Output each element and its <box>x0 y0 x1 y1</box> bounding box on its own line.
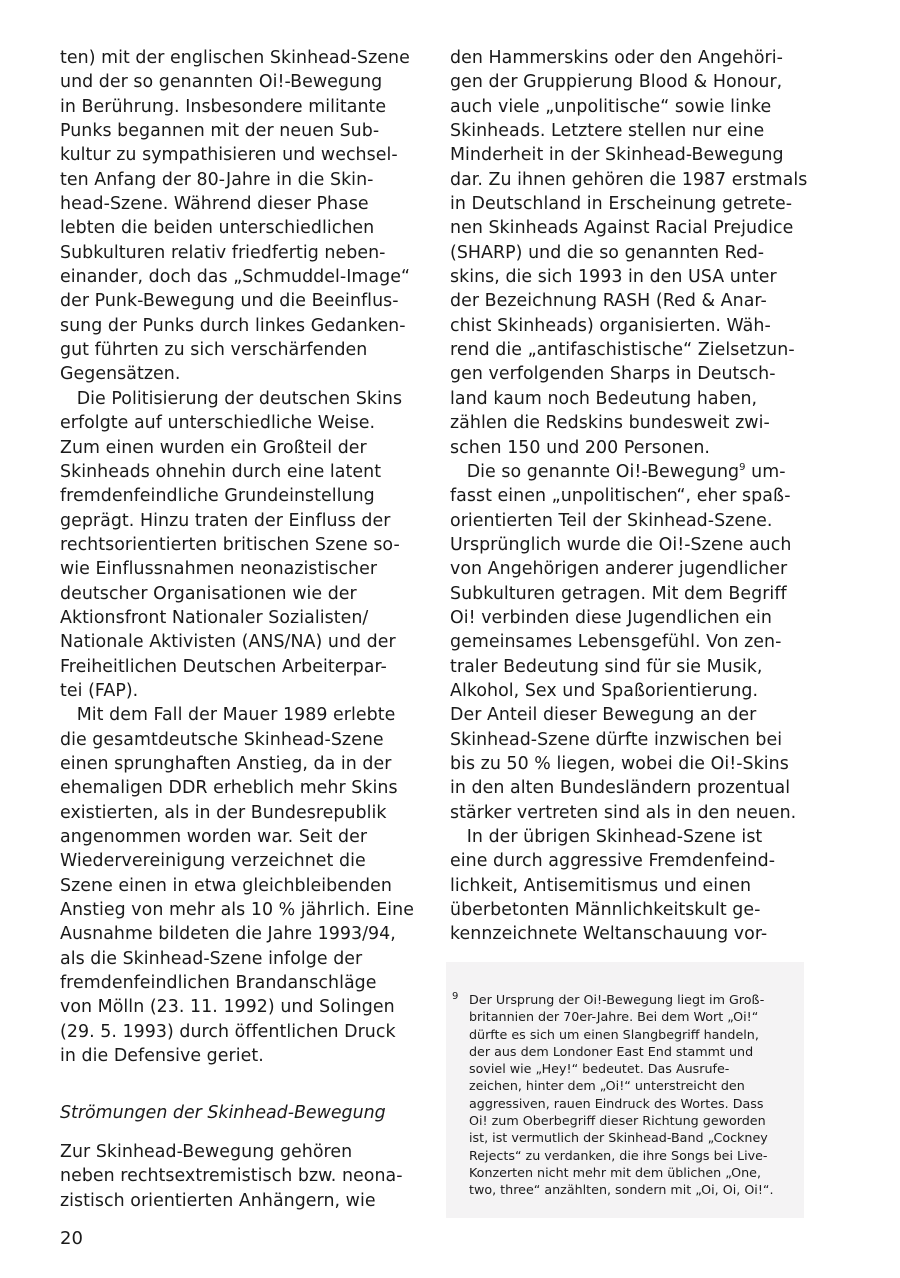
footnote-line: britannien der 70er-Jahre. Bei dem Wort „Oi!“ <box>469 1009 759 1025</box>
text-line: Skinheads. Letztere stellen nur eine <box>450 121 765 142</box>
text-line: Subkulturen relativ friedfertig neben- <box>60 242 386 263</box>
text-line: Nationale Aktivisten (ANS/NA) und der <box>60 632 396 653</box>
text-line: Subkulturen getragen. Mit dem Begriff <box>450 583 787 604</box>
footnote-mark: 9 <box>452 991 459 1002</box>
text-line: skins, die sich 1993 in den USA unter <box>450 267 777 288</box>
section-subheading: Strömungen der Skinhead-Bewegung <box>60 1103 386 1123</box>
text-line: Der Anteil dieser Bewegung an der <box>450 705 757 726</box>
text-line: der Bezeichnung RASH (Red & Anar- <box>450 291 767 312</box>
footnote-line: zeichen, hinter dem „Oi!“ unterstreicht den <box>469 1078 745 1094</box>
text-line: Szene einen in etwa gleichbleibenden <box>60 875 392 896</box>
right-column <box>450 46 810 947</box>
text-line: einen sprunghaften Anstieg, da in der <box>60 753 392 774</box>
text-line: Minderheit in der Skinhead-Bewegung <box>450 145 784 166</box>
footnote-line: Der Ursprung der Oi!-Bewegung liegt im Groß- <box>469 992 765 1007</box>
text-line: In der übrigen Skinhead-Szene ist <box>450 827 763 847</box>
text-line: tei (FAP). <box>60 680 139 701</box>
text-line: traler Bedeutung sind für sie Musik, <box>450 656 763 677</box>
text-line: als die Skinhead-Szene infolge der <box>60 948 363 969</box>
text-line: gut führten zu sich verschärfenden <box>60 340 368 361</box>
footnote-line: aggressiven, rauen Eindruck des Wortes. Dass <box>469 1095 764 1111</box>
text-line: Anstieg von mehr als 10 % jährlich. Eine <box>60 900 415 921</box>
text-line: gemeinsames Lebensgefühl. Von zen- <box>450 632 782 653</box>
text-line: schen 150 und 200 Personen. <box>450 437 710 458</box>
text-line: deutscher Organisationen wie der <box>60 583 357 604</box>
text-line: lebten die beiden unterschiedlichen <box>60 218 375 239</box>
text-line: ehemaligen DDR erheblich mehr Skins <box>60 778 398 799</box>
text-line: von Mölln (23. 11. 1992) und Solingen <box>60 997 395 1018</box>
text-line: bis zu 50 % liegen, wobei die Oi!-Skins <box>450 753 789 774</box>
text-line: Skinheads ohnehin durch eine latent <box>60 461 382 482</box>
text-line: auch viele „unpolitische“ sowie linke <box>450 96 772 117</box>
left-column <box>60 46 420 1068</box>
text-line: neben rechtsextremistisch bzw. neona- <box>60 1166 403 1187</box>
text-line: fremdenfeindliche Grundeinstellung <box>60 486 375 507</box>
text-line: ten Anfang der 80-Jahre in die Skin- <box>60 169 374 190</box>
text-line: und der so genannten Oi!-Bewegung <box>60 72 383 93</box>
text-line: kennzeichnete Weltanschauung vor- <box>450 924 768 945</box>
text-line: nen Skinheads Against Racial Prejudice <box>450 218 794 239</box>
text-line: gen der Gruppierung Blood & Honour, <box>450 72 783 93</box>
text-line: der Punk-Bewegung und die Beeinflus- <box>60 291 399 312</box>
text-line: (29. 5. 1993) durch öffentlichen Druck <box>60 1021 396 1042</box>
text-line: fremdenfeindlichen Brandanschläge <box>60 973 377 994</box>
left-column-tail <box>60 1140 420 1213</box>
footnote-text <box>469 991 774 1199</box>
footnote-line: dürfte es sich um einen Slangbegriff handeln, <box>469 1026 759 1042</box>
text-line: dar. Zu ihnen gehören die 1987 erstmals <box>450 169 808 190</box>
text-line: erfolgte auf unterschiedliche Weise. <box>60 413 376 434</box>
footnote-reference-mark[interactable]: 9 <box>739 461 746 473</box>
text-line: in die Defensive geriet. <box>60 1046 264 1067</box>
text-line: Gegensätzen. <box>60 364 181 385</box>
text-line: fasst einen „unpolitischen“, eher spaß- <box>450 486 791 507</box>
text-line: rechtsorientierten britischen Szene so- <box>60 534 400 555</box>
footnote-line: Konzerten nicht mehr mit dem üblichen „One, <box>469 1164 762 1180</box>
text-line: zählen die Redskins bundesweit zwi- <box>450 413 770 434</box>
text-line: sung der Punks durch linkes Gedanken- <box>60 315 406 336</box>
text-line: Die Politisierung der deutschen Skins <box>60 388 403 409</box>
text-line: Zur Skinhead-Bewegung gehören <box>60 1142 353 1162</box>
footnote-reference-line <box>450 460 810 484</box>
text-line: eine durch aggressive Fremdenfeind- <box>450 851 776 872</box>
text-line: Wiedervereinigung verzeichnet die <box>60 851 366 872</box>
text-line: chist Skinheads) organisierten. Wäh- <box>450 315 771 336</box>
text-line: Oi! verbinden diese Jugendlichen ein <box>450 607 772 628</box>
text-line: land kaum noch Bedeutung haben, <box>450 388 758 409</box>
footnote-line: soviel wie „Hey!“ bedeutet. Das Ausrufe- <box>469 1061 730 1077</box>
text-line: die gesamtdeutsche Skinhead-Szene <box>60 729 384 750</box>
text-line: zistisch orientierten Anhängern, wie <box>60 1190 376 1211</box>
text-line: Skinhead-Szene dürfte inzwischen bei <box>450 729 783 750</box>
text-line: Aktionsfront Nationaler Sozialisten/ <box>60 607 369 628</box>
text-line: (SHARP) und die so genannten Red- <box>450 242 765 263</box>
text-line: Ursprünglich wurde die Oi!-Szene auch <box>450 534 792 555</box>
text-line: gen verfolgenden Sharps in Deutsch- <box>450 364 776 385</box>
text-line: angenommen worden war. Seit der <box>60 827 368 847</box>
text-line: Freiheitlichen Deutschen Arbeiterpar- <box>60 656 387 677</box>
text-line: head-Szene. Während dieser Phase <box>60 194 369 215</box>
text-line: geprägt. Hinzu traten der Einfluss der <box>60 510 391 531</box>
text-line: in den alten Bundesländern prozentual <box>450 778 791 799</box>
footnote-line: ist, ist vermutlich der Skinhead-Band „Cockney <box>469 1130 768 1146</box>
text-line: in Deutschland in Erscheinung getrete- <box>450 194 793 215</box>
text-line: in Berührung. Insbesondere militante <box>60 96 387 117</box>
text-line: einander, doch das „Schmuddel-Image“ <box>60 267 411 288</box>
footnote-line: two, three“ anzählten, sondern mit „Oi, Oi, Oi!“. <box>469 1182 774 1198</box>
text-line: Alkohol, Sex und Spaßorientierung. <box>450 680 759 701</box>
footnote-line: Rejects“ zu verdanken, die ihre Songs bei Live- <box>469 1147 768 1163</box>
text-line: Ausnahme bildeten die Jahre 1993/94, <box>60 924 396 945</box>
right-column-part-1 <box>450 46 810 460</box>
text-line: den Hammerskins oder den Angehöri- <box>450 48 783 68</box>
page-number: 20 <box>60 1228 83 1249</box>
text-line: überbetonten Männlichkeitskult ge- <box>450 900 761 921</box>
ref-line-text-before: Die so genannte Oi!-Bewegung <box>450 461 740 482</box>
text-line: von Angehörigen anderer jugendlicher <box>450 559 788 580</box>
text-line: orientierten Teil der Skinhead-Szene. <box>450 510 773 531</box>
text-line: wie Einflussnahmen neonazistischer <box>60 559 378 580</box>
footnote-line: Oi! zum Oberbegriff dieser Richtung geworden <box>469 1113 766 1129</box>
text-line: kultur zu sympathisieren und wechsel- <box>60 145 398 166</box>
text-line: Mit dem Fall der Mauer 1989 erlebte <box>60 705 396 726</box>
text-line: existierten, als in der Bundesrepublik <box>60 802 387 823</box>
right-column-part-2 <box>450 484 810 947</box>
footnote-line: der aus dem Londoner East End stammt und <box>469 1043 754 1059</box>
text-line: stärker vertreten sind als in den neuen. <box>450 802 797 823</box>
text-line: ten) mit der englischen Skinhead-Szene <box>60 48 410 68</box>
text-line: rend die „antifaschistische“ Zielsetzun- <box>450 340 795 361</box>
text-line: Punks begannen mit der neuen Sub- <box>60 121 380 142</box>
text-line: Zum einen wurden ein Großteil der <box>60 437 367 458</box>
ref-line-text-after: um- <box>745 461 786 482</box>
text-line: lichkeit, Antisemitismus und einen <box>450 875 752 896</box>
